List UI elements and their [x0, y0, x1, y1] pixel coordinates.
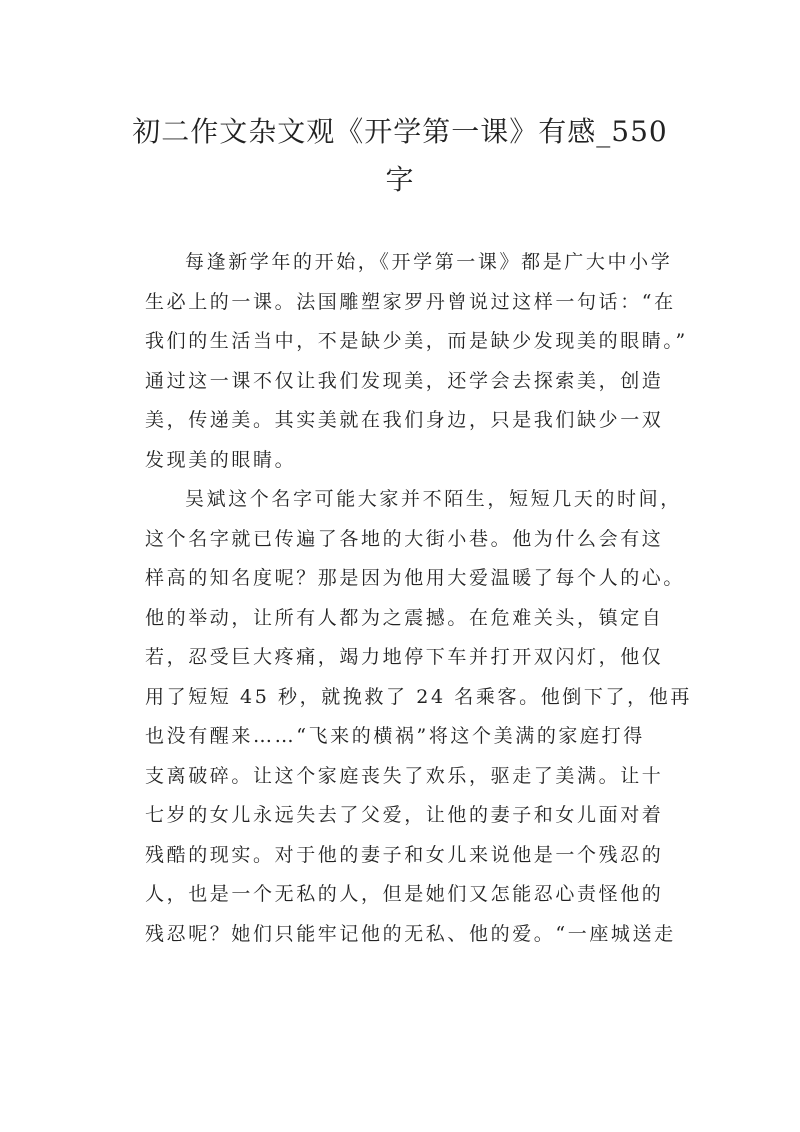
paragraph-2-line-5: 若，忍受巨大疼痛，竭力地停下车并打开双闪灯，他仅 — [145, 646, 664, 668]
paragraph-2-line-2: 这个名字就已传遍了各地的大街小巷。他为什么会有这 — [145, 527, 664, 550]
title-line-2: 字 — [385, 163, 415, 196]
paragraph-2-line-12: 残忍呢？她们只能牢记他的无私、他的爱。“一座城送走 — [145, 922, 676, 945]
document-body — [145, 243, 692, 954]
paragraph-2-line-8: 支离破碎。让这个家庭丧失了欢乐，驱走了美满。让十 — [145, 764, 664, 787]
paragraph-2-line-4: 他的举动，让所有人都为之震撼。在危难关头，镇定自 — [145, 606, 664, 629]
paragraph-2-line-1: 吴斌这个名字可能大家并不陌生，短短几天的时间， — [185, 488, 682, 510]
paragraph-2-line-6: 用了短短 45 秒，就挽救了 24 名乘客。他倒下了，他再 — [145, 685, 692, 708]
paragraph-2-line-11: 人，也是一个无私的人，但是她们又怎能忍心责怪他的 — [145, 883, 664, 905]
paragraph-1-line-5: 美，传递美。其实美就在我们身边，只是我们缺少一双 — [145, 409, 664, 431]
paragraph-2-line-7: 也没有醒来……“飞来的横祸”将这个美满的家庭打得 — [145, 725, 645, 747]
paragraph-1-line-1: 每逢新学年的开始，《开学第一课》都是广大中小学 — [185, 251, 673, 273]
paragraph-2-line-10: 残酷的现实。对于他的妻子和女儿来说他是一个残忍的 — [145, 843, 664, 866]
paragraph-1-line-4: 通过这一课不仅让我们发现美，还学会去探索美，创造 — [145, 369, 664, 392]
paragraph-1-line-3: 我们的生活当中，不是缺少美，而是缺少发现美的眼睛。” — [145, 330, 688, 352]
paragraph-1-line-2: 生必上的一课。法国雕塑家罗丹曾说过这样一句话：“在 — [145, 290, 676, 313]
title-line-1: 初二作文杂文观《开学第一课》有感_550 — [132, 115, 668, 148]
document-title — [130, 108, 670, 204]
paragraph-2-line-9: 七岁的女儿永远失去了父爱，让他的妻子和女儿面对着 — [145, 804, 664, 826]
paragraph-1-line-6: 发现美的眼睛。 — [145, 448, 297, 471]
paragraph-2-line-3: 样高的知名度呢？那是因为他用大爱温暖了每个人的心。 — [145, 567, 686, 589]
